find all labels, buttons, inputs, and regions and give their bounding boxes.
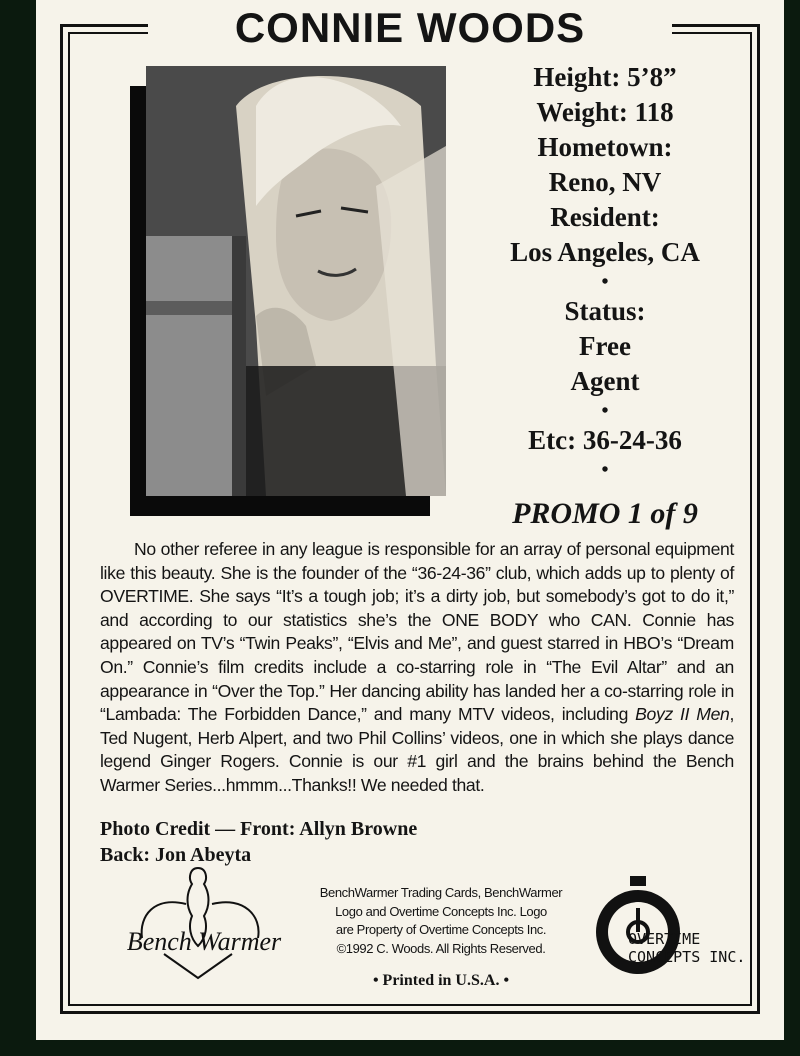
stat-etc: Etc: 36-24-36	[528, 425, 682, 455]
legal-line-2: Logo and Overtime Concepts Inc. Logo	[335, 903, 547, 919]
stat-status-label: Status:	[564, 296, 646, 326]
promo-label: PROMO 1 of 9	[512, 497, 698, 530]
benchwarmer-logo	[94, 866, 314, 986]
overtime-wordmark: OVERTIME CONCEPTS INC.	[628, 930, 746, 966]
bio-text	[100, 538, 734, 798]
legal-line-4: ©1992 C. Woods. All Rights Reserved.	[336, 940, 546, 956]
credit-line-2: Back: Jon Abeyta	[100, 844, 252, 866]
benchwarmer-wordmark: Bench Warmer	[126, 927, 282, 956]
stat-status-line1: Free	[579, 331, 631, 361]
legal-notice	[306, 884, 576, 958]
player-name: CONNIE WOODS	[234, 4, 586, 51]
stat-weight: Weight: 118	[536, 97, 674, 127]
bullet-divider: •	[601, 459, 609, 481]
bio-part-2: , Ted Nugent, Herb Alpert, and two Phil Collins’ videos, one in which she plays dance legend Ginger Rogers. Connie is our #1 girl and the brains behind the Bench Warmer Series...hmmm...Thanks!! We needed that.	[100, 704, 734, 795]
stat-resident: Los Angeles, CA	[510, 237, 700, 267]
photo-credits	[100, 816, 740, 868]
legal-line-1: BenchWarmer Trading Cards, BenchWarmer	[319, 885, 563, 900]
overtime-concepts-logo	[594, 874, 754, 994]
stat-hometown: Reno, NV	[548, 167, 662, 197]
portrait-image	[146, 66, 446, 496]
bio-italic: Boyz II Men	[635, 704, 730, 725]
stat-status-line2: Agent	[570, 366, 640, 396]
stat-hometown-label: Hometown:	[537, 132, 673, 162]
printed-in-usa: • Printed in U.S.A. •	[372, 972, 510, 989]
bullet-divider: •	[601, 400, 609, 422]
bullet-divider: •	[601, 271, 609, 293]
player-photo	[146, 66, 446, 496]
legal-line-3: are Property of Overtime Concepts Inc.	[335, 922, 547, 937]
credit-line-1: Photo Credit — Front: Allyn Browne	[100, 818, 418, 840]
trading-card	[36, 0, 784, 1040]
stat-resident-label: Resident:	[550, 202, 660, 232]
stat-height: Height: 5’8”	[533, 62, 677, 92]
bio-part-1: No other referee in any league is responsible for an array of personal equipment like this beauty. She is the founder of the “36-24-36” club, which adds up to plenty of OVERTIME. She says “It’s a tough job; it’s a dirty job, but somebody’s got to do it,” and according to our statistics she’s the ONE BODY who CAN. Connie has appeared on TV’s “Twin Peaks”, “Elvis and Me”, and guest starred in HBO’s “Dream On.” Connie’s film credits include a co-starring role in “The Evil Altar” and an appearance in “Over the Top.” Her dancing ability has landed her a co-starring role in “Lambada: The Forbidden Dance,” and many MTV videos, including	[100, 539, 734, 725]
stats-panel	[476, 60, 734, 482]
